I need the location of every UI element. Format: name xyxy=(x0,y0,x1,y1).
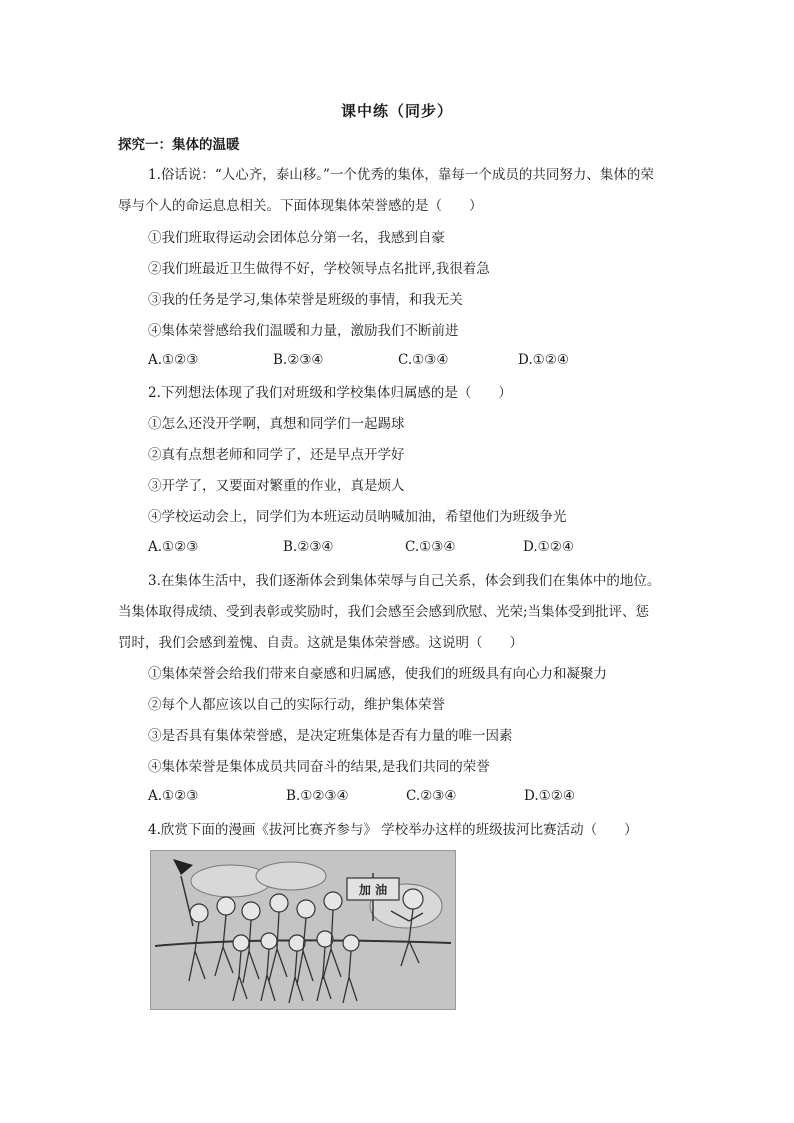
q3-stem-line2: 当集体取得成绩、受到表彰或奖励时，我们会感至会感到欣慰、光荣;当集体受到批评、惩 xyxy=(118,604,650,620)
q3-stem-line1: 3.在集体生活中，我们逐渐体会到集体荣辱与自己关系，体会到我们在集体中的地位。 xyxy=(148,573,661,589)
q1-item-1: ①我们班取得运动会团体总分第一名，我感到自豪 xyxy=(148,230,445,246)
q2-option-a: A.①②③ xyxy=(148,539,199,555)
q1-stem-line2: 辱与个人的命运息息相关。下面体现集体荣誉感的是（ ） xyxy=(118,198,483,214)
q4-stem: 4.欣赏下面的漫画《拔河比赛齐参与》 学校举办这样的班级拔河比赛活动（ ） xyxy=(148,822,638,838)
q1-item-3: ③我的任务是学习,集体荣誉是班级的事情，和我无关 xyxy=(148,292,463,308)
q1-option-d: D.①②④ xyxy=(518,352,569,368)
q3-item-1: ①集体荣誉会给我们带来自豪感和归属感，使我们的班级具有向心力和凝聚力 xyxy=(148,666,607,682)
q3-item-4: ④集体荣誉是集体成员共同奋斗的结果,是我们共同的荣誉 xyxy=(148,759,490,775)
q1-item-2: ②我们班最近卫生做得不好，学校领导点名批评,我很着急 xyxy=(148,261,490,277)
cheer-sign-text: 加 油 xyxy=(358,883,388,897)
q3-item-2: ②每个人都应该以自己的实际行动，维护集体荣誉 xyxy=(148,697,445,713)
q2-item-3: ③开学了，又要面对繁重的作业，真是烦人 xyxy=(148,478,405,494)
cartoon-drawing xyxy=(151,851,455,1009)
section-heading: 探究一：集体的温暖 xyxy=(118,137,240,153)
page-title: 课中练（同步） xyxy=(340,102,453,120)
q1-option-c: C.①③④ xyxy=(398,352,449,368)
q3-option-b: B.①②③④ xyxy=(286,788,349,804)
q2-option-c: C.①③④ xyxy=(405,539,456,555)
q1-item-4: ④集体荣誉感给我们温暖和力量，激励我们不断前进 xyxy=(148,323,459,339)
q2-option-d: D.①②④ xyxy=(523,539,574,555)
q3-options xyxy=(148,788,668,808)
q3-stem-line3: 罚时，我们会感到羞愧、自责。这就是集体荣誉感。这说明（ ） xyxy=(118,635,523,651)
tug-of-war-cartoon-image xyxy=(150,850,456,1010)
q2-item-2: ②真有点想老师和同学了，还是早点开学好 xyxy=(148,447,405,463)
q3-option-a: A.①②③ xyxy=(148,788,199,804)
q2-option-b: B.②③④ xyxy=(283,539,334,555)
q2-item-4: ④学校运动会上，同学们为本班运动员呐喊加油，希望他们为班级争光 xyxy=(148,509,567,525)
q3-item-3: ③是否具有集体荣誉感，是决定班集体是否有力量的唯一因素 xyxy=(148,728,513,744)
q2-item-1: ①怎么还没开学啊，真想和同学们一起踢球 xyxy=(148,416,405,432)
q2-stem: 2.下列想法体现了我们对班级和学校集体归属感的是（ ） xyxy=(148,385,512,401)
q1-options xyxy=(148,352,668,372)
q3-option-d: D.①②④ xyxy=(524,788,575,804)
q1-option-b: B.②③④ xyxy=(273,352,324,368)
q1-stem-line1: 1.俗话说：“人心齐，泰山移。”一个优秀的集体，靠每一个成员的共同努力、集体的荣 xyxy=(148,167,654,183)
q1-option-a: A.①②③ xyxy=(148,352,199,368)
q3-option-c: C.②③④ xyxy=(406,788,457,804)
q2-options xyxy=(148,539,668,559)
